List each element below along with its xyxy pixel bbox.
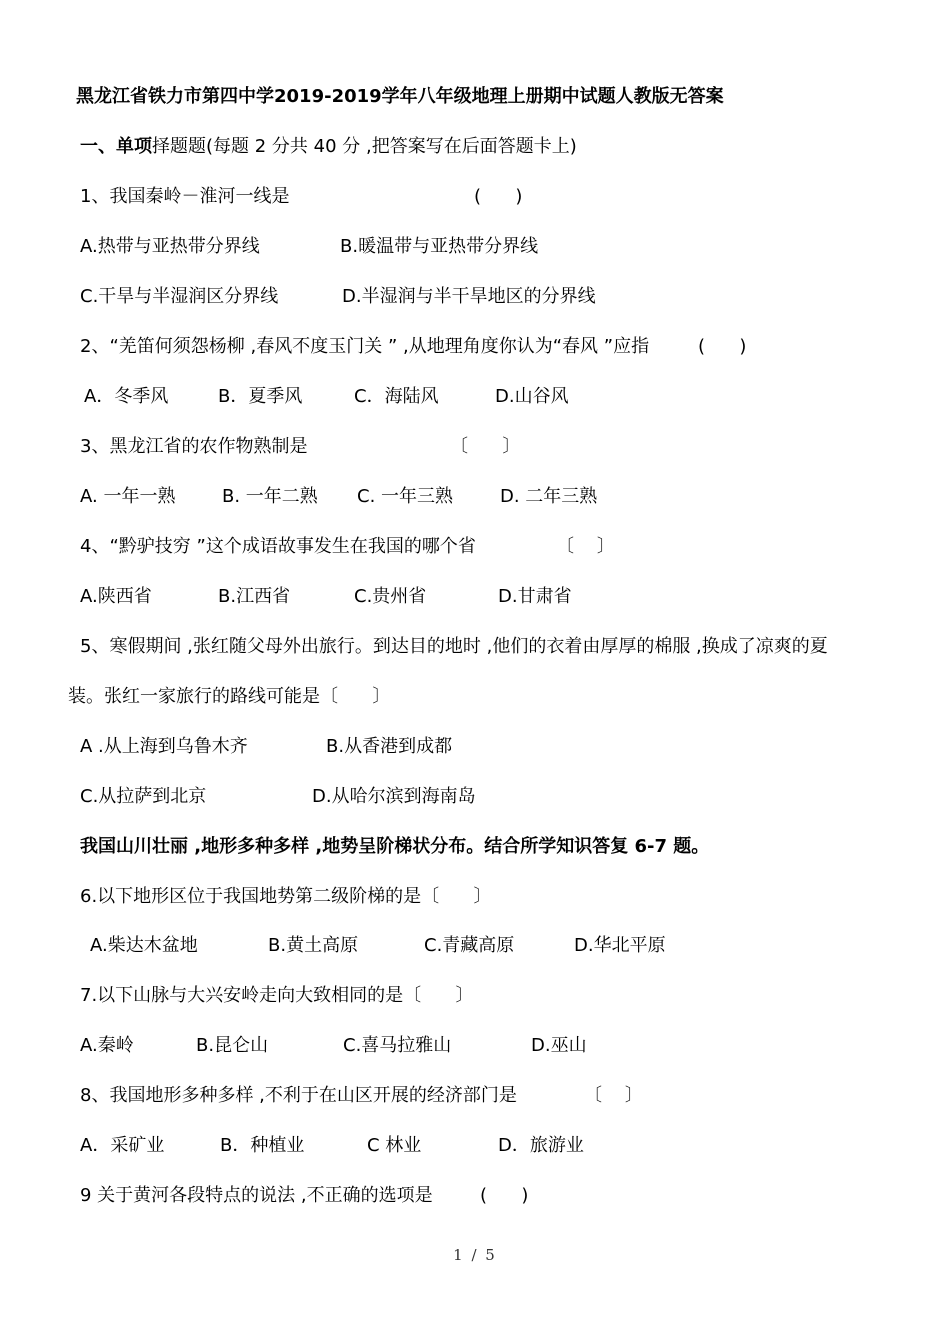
q2-option-b: B．夏季风: [218, 386, 303, 407]
q5-option-b: B.从香港到成都: [326, 736, 453, 757]
q9-answer-paren: ( ): [480, 1185, 529, 1206]
q2-option-d: D.山谷风: [495, 386, 569, 407]
q8-stem: 8、我国地形多种多样 ,不利于在山区开展的经济部门是: [80, 1085, 517, 1106]
q8-option-b: B．种植业: [220, 1135, 305, 1156]
q1-option-b: B.暖温带与亚热带分界线: [340, 236, 539, 257]
q3-stem: 3、黑龙江省的农作物熟制是: [80, 436, 308, 457]
q4-stem: 4、“黔驴技穷 ”这个成语故事发生在我国的哪个省: [80, 536, 476, 557]
q1-stem: 1、我国秦岭－淮河一线是: [80, 186, 290, 207]
q8-option-a: A．采矿业: [80, 1135, 165, 1156]
q4-option-b: B.江西省: [218, 586, 291, 607]
q5-stem-line1: 5、寒假期间 ,张红随父母外出旅行。到达目的地时 ,他们的衣着由厚厚的棉服 ,换成了凉爽的夏: [80, 636, 828, 657]
q3-answer-paren: 〔 〕: [450, 436, 521, 457]
q8-answer-paren: 〔 〕: [584, 1085, 643, 1106]
q1-option-d: D.半湿润与半干旱地区的分界线: [342, 286, 596, 307]
q6-option-b: B.黄土高原: [268, 935, 359, 956]
q7-option-c: C.喜马拉雅山: [343, 1035, 452, 1056]
section-heading-bold: 一、单项: [80, 136, 152, 157]
q2-option-a: A．冬季风: [84, 386, 169, 407]
q7-stem: 7.以下山脉与大兴安岭走向大致相同的是〔 〕: [80, 985, 474, 1006]
q4-answer-paren: 〔 〕: [556, 536, 615, 557]
q7-option-d: D.巫山: [531, 1035, 587, 1056]
q5-stem-line2: 装。张红一家旅行的路线可能是〔 〕: [68, 686, 391, 707]
q1-option-a: A.热带与亚热带分界线: [80, 236, 260, 257]
q3-option-d: D. 二年三熟: [500, 486, 598, 507]
q3-option-c: C. 一年三熟: [357, 486, 454, 507]
q3-option-b: B. 一年二熟: [222, 486, 318, 507]
q1-answer-paren: ( ): [474, 186, 523, 207]
section-heading-rest: 择题题(每题 2 分共 40 分 ,把答案写在后面答题卡上): [152, 136, 577, 157]
q6-option-a: A.柴达木盆地: [90, 935, 198, 956]
q8-option-d: D．旅游业: [498, 1135, 584, 1156]
q1-option-c: C.干旱与半湿润区分界线: [80, 286, 279, 307]
page-number: 1 / 5: [453, 1246, 497, 1264]
document-title: 黑龙江省铁力市第四中学2019-2019学年八年级地理上册期中试题人教版无答案: [76, 86, 724, 107]
q2-answer-paren: ( ): [698, 336, 747, 357]
q7-option-a: A.秦岭: [80, 1035, 134, 1056]
q3-option-a: A. 一年一熟: [80, 486, 176, 507]
q9-stem: 9 关于黄河各段特点的说法 ,不正确的选项是: [80, 1185, 433, 1206]
q6-stem: 6.以下地形区位于我国地势第二级阶梯的是〔 〕: [80, 886, 492, 907]
q5-option-a: A .从上海到乌鲁木齐: [80, 736, 248, 757]
q5-option-d: D.从哈尔滨到海南岛: [312, 786, 476, 807]
q8-option-c: C 林业: [367, 1135, 422, 1156]
q6-option-d: D.华北平原: [574, 935, 666, 956]
q6-option-c: C.青藏高原: [424, 935, 515, 956]
q4-option-a: A.陕西省: [80, 586, 152, 607]
q2-option-c: C．海陆风: [354, 386, 439, 407]
q7-option-b: B.昆仑山: [196, 1035, 269, 1056]
section-heading: [80, 136, 577, 158]
q4-option-c: C.贵州省: [354, 586, 427, 607]
question-group-intro: 我国山川壮丽 ,地形多种多样 ,地势呈阶梯状分布。结合所学知识答复 6-7 题。: [80, 836, 710, 857]
q5-option-c: C.从拉萨到北京: [80, 786, 207, 807]
q4-option-d: D.甘肃省: [498, 586, 572, 607]
q2-stem: 2、“羌笛何须怨杨柳 ,春风不度玉门关 ” ,从地理角度你认为“春风 ”应指: [80, 336, 650, 357]
